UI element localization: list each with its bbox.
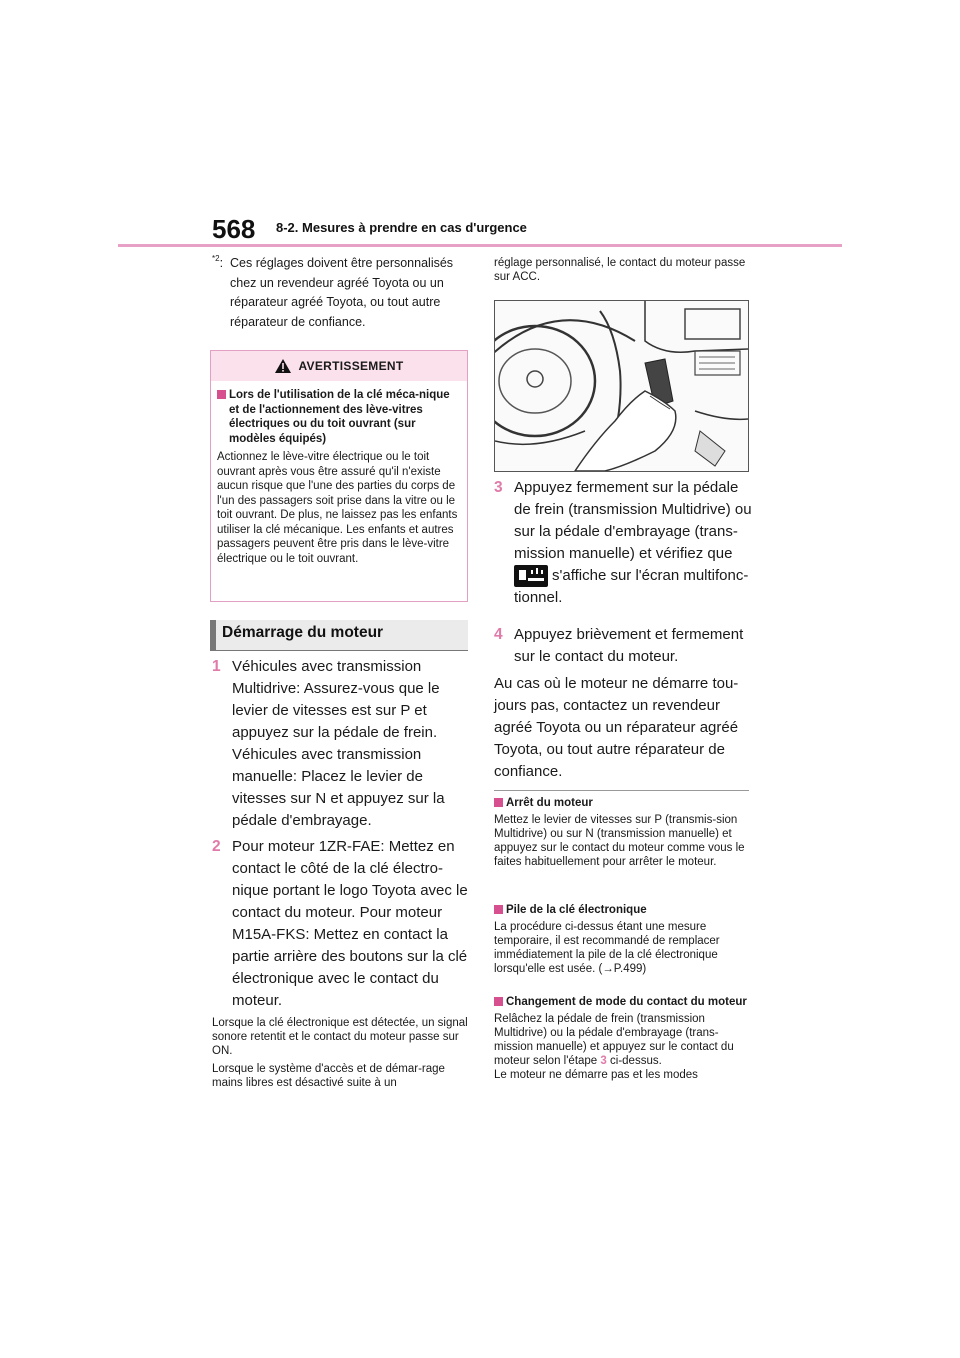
- note-stop-engine: [494, 796, 750, 869]
- step-1: 1 Véhicules avec transmission Multidrive: Assurez-vous que le levier de vitesses est sur P et appuyez sur la pédale de frein. Véhicules avec transmission manuelle: Placez le levier de vitesses sur N et appuyez sur la pédale d'embrayage.: [212, 656, 474, 832]
- step-reference: 3: [600, 1055, 607, 1067]
- section-heading: Démarrage du moteur: [222, 624, 384, 641]
- heading-underline: [210, 650, 468, 651]
- warning-subtitle: Lors de l'utilisation de la clé méca-nique et de l'actionnement des lève-vitres électriques ou du toit ouvrant (sur modèles équipés): [217, 388, 461, 446]
- note-key-battery: [494, 903, 750, 976]
- footnote-text: Ces réglages doivent être personnalisés chez un revendeur agréé Toyota ou un réparateur agréé Toyota, ou tout autre réparateur de confiance.: [230, 256, 454, 329]
- footnote-marker: $^{*2}$:: [212, 254, 224, 270]
- square-bullet-icon: [494, 798, 503, 807]
- square-bullet-icon: [494, 997, 503, 1006]
- paragraph-detected: Lorsque la clé électronique est détectée, un signal sonore retentit et le contact du moteur passe sur ON.: [212, 1017, 468, 1057]
- note-title: Arrêt du moteur: [506, 797, 593, 809]
- note-switch-mode: [494, 995, 750, 1082]
- note-title: Pile de la clé électronique: [506, 904, 647, 916]
- step-4-text: Appuyez brièvement et fermement sur le contact du moteur.: [514, 626, 744, 665]
- warning-triangle-icon: [274, 358, 292, 374]
- header-divider: [118, 244, 842, 247]
- paragraph-disabled: Lorsque le système d'accès et de démar-rage mains libres est désactivé suite à un: [212, 1063, 445, 1089]
- step-3: 3 Appuyez fermement sur la pédale de frein (transmission Multidrive) ou sur la pédale d'embrayage (trans-mission manuelle) et vérifiez que s'affiche sur l'écran multifonc-tionnel.: [494, 479, 752, 607]
- square-bullet-icon: [217, 390, 226, 399]
- step-2: 2 Pour moteur 1ZR-FAE: Mettez en contact le côté de la clé électro-nique portant le logo Toyota avec le contact du moteur. Pour moteur M15A-FKS: Mettez en contact la partie arrière des boutons sur la clé électronique avec le contact du moteur.: [212, 836, 474, 1012]
- paragraph-acc: réglage personnalisé, le contact du moteur passe sur ACC.: [494, 257, 746, 283]
- note-text: Relâchez la pédale de frein (transmission Multidrive) ou la pédale d'embrayage (trans-mission manuelle) et appuyez sur le contact du moteur selon l'étape 3 ci-dessus. Le moteur ne démarre pas et les modes: [494, 1013, 734, 1081]
- step-1-text: Véhicules avec transmission Multidrive: Assurez-vous que le levier de vitesses est sur P et appuyez sur la pédale de frein. Véhicules avec transmission manuelle: Placez le levier de vitesses sur N et appuyez sur la pédale d'embrayage.: [232, 658, 445, 829]
- footnote: [212, 254, 470, 332]
- indicator-icon: [514, 565, 548, 587]
- paragraph-still-not-start: Au cas où le moteur ne démarre tou-jours pas, contactez un revendeur agréé Toyota ou un réparateur agréé Toyota, ou tout autre réparateur de confiance.: [494, 675, 739, 780]
- steering-wheel-key-illustration: [495, 301, 748, 471]
- note-text: Mettez le levier de vitesses sur P (transmis-sion Multidrive) ou sur N (transmission manuelle) et appuyez sur le contact du moteur comme vous le faites habituellement pour arrêter le moteur.: [494, 814, 745, 868]
- square-bullet-icon: [494, 905, 503, 914]
- illustration-start-engine: [494, 300, 749, 472]
- step-3-text-a: Appuyez fermement sur la pédale de frein (transmission Multidrive) ou sur la pédale d'embrayage (trans-mission manuelle) et vérifiez que: [514, 479, 752, 562]
- section-title: 8-2. Mesures à prendre en cas d'urgence: [276, 220, 527, 235]
- page-number: 568: [212, 214, 256, 244]
- warning-box: [210, 350, 468, 602]
- step-3-text-b: s'affiche sur l'écran multifonc-tionnel.: [514, 567, 749, 607]
- step-4: 4 Appuyez brièvement et fermement sur le contact du moteur.: [494, 624, 752, 668]
- notes-divider: [494, 790, 749, 791]
- warning-title: AVERTISSEMENT: [298, 359, 404, 373]
- note-title: Changement de mode du contact du moteur: [506, 996, 747, 1008]
- warning-text: Actionnez le lève-vitre électrique ou le toit ouvrant après vous être assuré qu'il n'existe aucun risque que l'une des parties du corps de l'un des passagers soit prise dans la vitre ou le toit ouvrant. De plus, ne laissez pas les enfants utiliser la clé mécanique. Les enfants et autres passagers peuvent être pris dans le lève-vitre électrique ou le toit ouvrant.: [217, 451, 458, 565]
- note-text: La procédure ci-dessus étant une mesure temporaire, il est recommandé de remplacer immédiatement la pile de la clé électronique lorsqu'elle est usée. (→P.499): [494, 921, 720, 975]
- step-2-text: Pour moteur 1ZR-FAE: Mettez en contact le côté de la clé électro-nique portant le logo Toyota avec le contact du moteur. Pour moteur M15A-FKS: Mettez en contact la partie arrière des boutons sur la clé électronique avec le contact du moteur.: [232, 838, 468, 1009]
- warning-header: [211, 351, 467, 381]
